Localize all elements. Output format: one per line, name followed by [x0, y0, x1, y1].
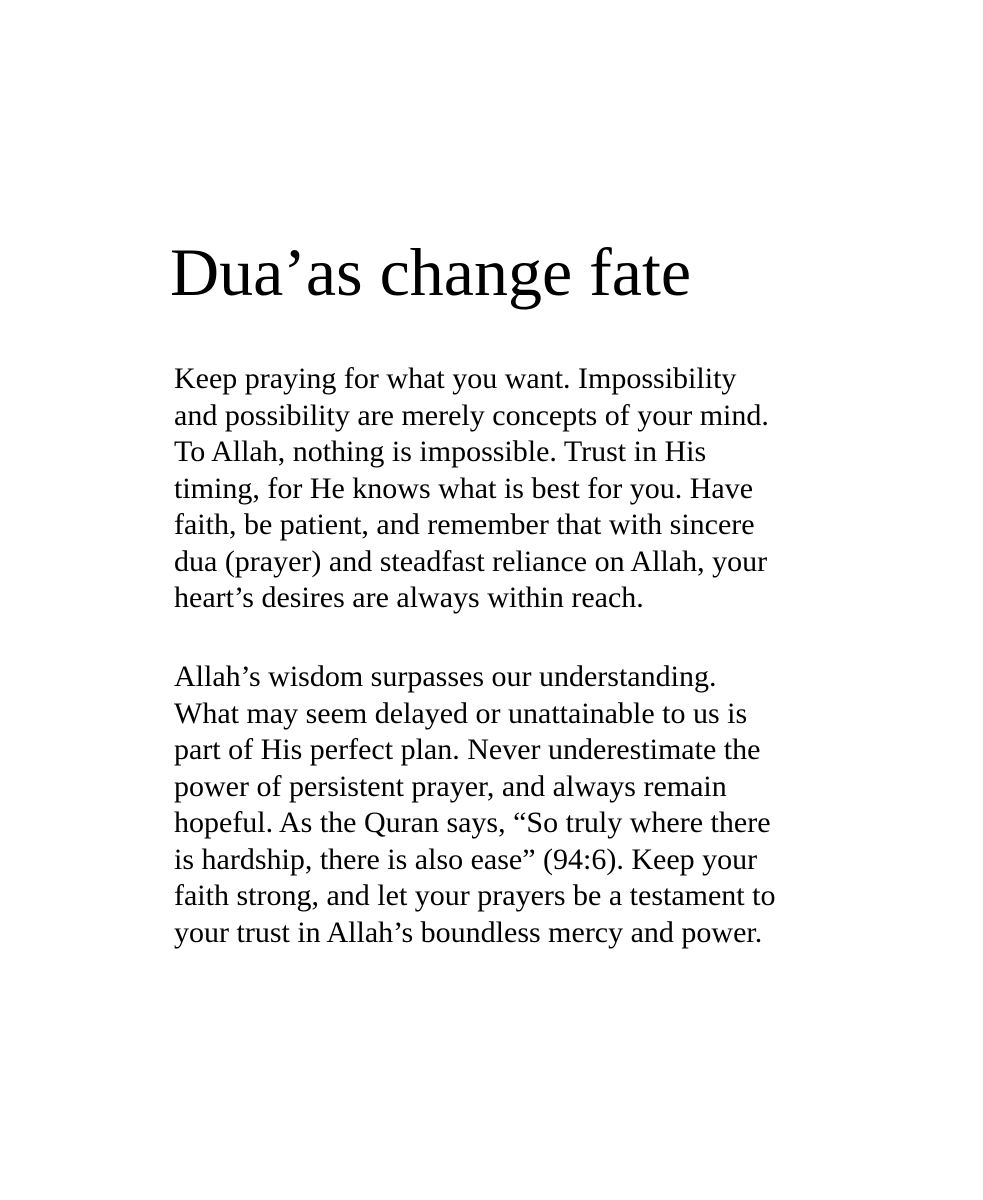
paragraph-line: Allah’s wisdom surpasses our understanding. [174, 660, 717, 693]
paragraph-line: and possibility are merely concepts of your mind. [174, 398, 769, 432]
paragraph-line: timing, for He knows what is best for you. Have [174, 471, 754, 505]
paragraph-line: faith, be patient, and remember that with sincere [174, 508, 755, 541]
paragraph-line: What may seem delayed or unattainable to us is [174, 696, 748, 730]
paragraph-line: hopeful. As the Quran says, “So truly where there [174, 806, 771, 839]
paragraph-line: heart’s desires are always within reach. [174, 581, 644, 614]
paragraph-line: is hardship, there is also ease” (94:6). Keep your [174, 842, 758, 876]
paragraph-2 [174, 659, 775, 951]
paragraph-line: part of His perfect plan. Never underestimate the [174, 733, 761, 766]
paragraph-line: Keep praying for what you want. Impossibility [174, 362, 737, 395]
paragraph-line: To Allah, nothing is impossible. Trust in His [174, 435, 707, 468]
paragraph-line: your trust in Allah’s boundless mercy and power. [174, 915, 763, 949]
paragraph-line: dua (prayer) and steadfast reliance on Allah, your [174, 544, 768, 578]
page-title: Dua’as change fate [170, 234, 692, 310]
paragraph-line: faith strong, and let your prayers be a testament to [174, 879, 776, 912]
paragraph-1 [174, 361, 769, 617]
paragraph-line: power of persistent prayer, and always remain [174, 769, 727, 803]
